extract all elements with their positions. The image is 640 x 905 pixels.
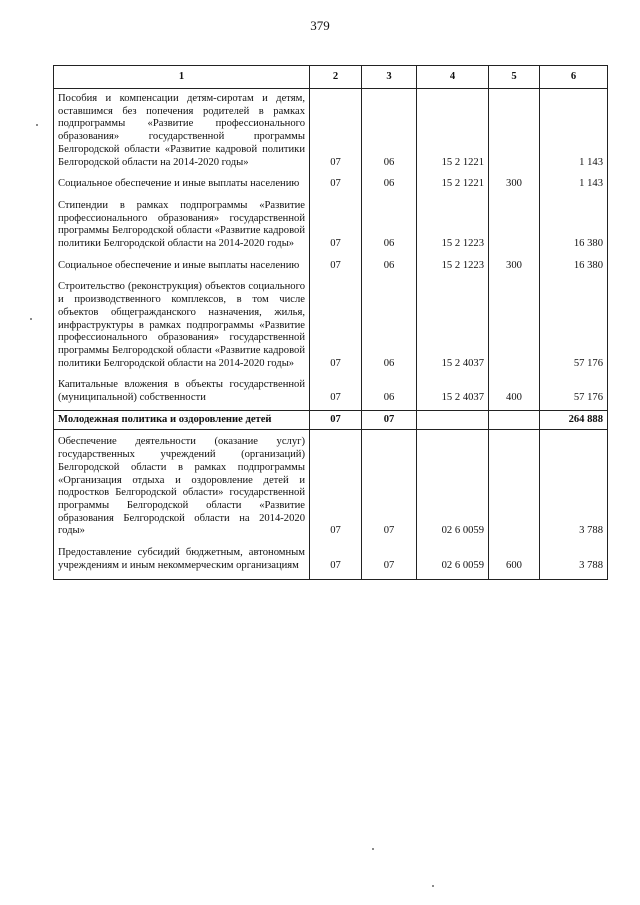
row-target-article: 02 6 0059 <box>417 543 489 579</box>
table-row <box>54 89 608 175</box>
header-col-2: 2 <box>310 66 362 89</box>
row-description: Предоставление субсидий бюджетным, автономным учреждениям и иным некоммерческим организациям <box>54 543 310 579</box>
row-subsection-code: 06 <box>362 196 417 256</box>
row-description: Строительство (реконструкция) объектов социального и производственного комплексов, в том числе объектов общегражданского назначения, жилья, инфраструктуры в рамках подпрограммы «Развитие профессионального образования» государственной программы Белгородской области «Развитие кадровой политики Белгородской области на 2014-2020 годы» <box>54 277 310 375</box>
row-description: Социальное обеспечение и иные выплаты населению <box>54 256 310 278</box>
row-expense-type <box>489 410 540 430</box>
table-row <box>54 543 608 579</box>
table-row <box>54 196 608 256</box>
scan-speck <box>432 885 434 887</box>
row-description: Капитальные вложения в объекты государственной (муниципальной) собственности <box>54 375 310 410</box>
row-expense-type <box>489 277 540 375</box>
page-number: 379 <box>310 18 330 33</box>
header-col-6: 6 <box>540 66 608 89</box>
row-target-article: 15 2 4037 <box>417 277 489 375</box>
table-row <box>54 375 608 410</box>
table-row <box>54 430 608 543</box>
row-target-article: 15 2 1221 <box>417 89 489 175</box>
row-section-code: 07 <box>310 174 362 196</box>
section-title: Молодежная политика и оздоровление детей <box>54 410 310 430</box>
row-section-code: 07 <box>310 430 362 543</box>
row-subsection-code: 06 <box>362 89 417 175</box>
row-expense-type: 600 <box>489 543 540 579</box>
row-subsection-code: 07 <box>362 430 417 543</box>
table-row <box>54 174 608 196</box>
row-target-article: 02 6 0059 <box>417 430 489 543</box>
row-expense-type: 300 <box>489 256 540 278</box>
row-subsection-code: 06 <box>362 277 417 375</box>
row-amount: 1 143 <box>540 89 608 175</box>
row-target-article: 15 2 1223 <box>417 196 489 256</box>
row-subsection-code: 06 <box>362 174 417 196</box>
row-target-article: 15 2 1221 <box>417 174 489 196</box>
row-section-code: 07 <box>310 277 362 375</box>
header-col-5: 5 <box>489 66 540 89</box>
scan-speck <box>36 124 38 126</box>
row-expense-type <box>489 430 540 543</box>
row-amount: 16 380 <box>540 196 608 256</box>
budget-table <box>53 65 608 580</box>
row-section-code: 07 <box>310 89 362 175</box>
section-row <box>54 410 608 430</box>
row-target-article: 15 2 1223 <box>417 256 489 278</box>
row-amount: 57 176 <box>540 375 608 410</box>
row-description: Стипендии в рамках подпрограммы «Развитие профессионального образования» государственной программы Белгородской области «Развитие кадровой политики Белгородской области на 2014-2020 годы» <box>54 196 310 256</box>
row-subsection-code: 07 <box>362 410 417 430</box>
table-body <box>54 89 608 580</box>
section-total: 264 888 <box>540 410 608 430</box>
row-expense-type <box>489 89 540 175</box>
row-description: Обеспечение деятельности (оказание услуг) государственных учреждений (организаций) Белгородской области в рамках подпрограммы «Организация отдыха и оздоровление детей и подростков Белгородской области» государственной программы Белгородской области «Развитие образования Белгородской области на 2014-2020 годы» <box>54 430 310 543</box>
row-section-code: 07 <box>310 543 362 579</box>
row-amount: 57 176 <box>540 277 608 375</box>
table-row <box>54 277 608 375</box>
scan-speck <box>372 848 374 850</box>
scan-speck <box>30 318 32 320</box>
row-amount: 3 788 <box>540 430 608 543</box>
header-col-4: 4 <box>417 66 489 89</box>
row-expense-type <box>489 196 540 256</box>
row-section-code: 07 <box>310 196 362 256</box>
row-subsection-code: 06 <box>362 256 417 278</box>
row-section-code: 07 <box>310 256 362 278</box>
header-col-3: 3 <box>362 66 417 89</box>
row-amount: 16 380 <box>540 256 608 278</box>
row-amount: 3 788 <box>540 543 608 579</box>
row-description: Социальное обеспечение и иные выплаты населению <box>54 174 310 196</box>
table-header <box>54 66 608 89</box>
row-section-code: 07 <box>310 410 362 430</box>
row-description: Пособия и компенсации детям-сиротам и детям, оставшимся без попечения родителей в рамках подпрограммы «Развитие профессионального образования» государственной программы Белгородской области «Развитие кадровой политики Белгородской области на 2014-2020 годы» <box>54 89 310 175</box>
row-expense-type: 300 <box>489 174 540 196</box>
row-expense-type: 400 <box>489 375 540 410</box>
row-section-code: 07 <box>310 375 362 410</box>
row-target-article <box>417 410 489 430</box>
header-col-1: 1 <box>54 66 310 89</box>
row-amount: 1 143 <box>540 174 608 196</box>
row-subsection-code: 07 <box>362 543 417 579</box>
row-target-article: 15 2 4037 <box>417 375 489 410</box>
table-row <box>54 256 608 278</box>
row-subsection-code: 06 <box>362 375 417 410</box>
